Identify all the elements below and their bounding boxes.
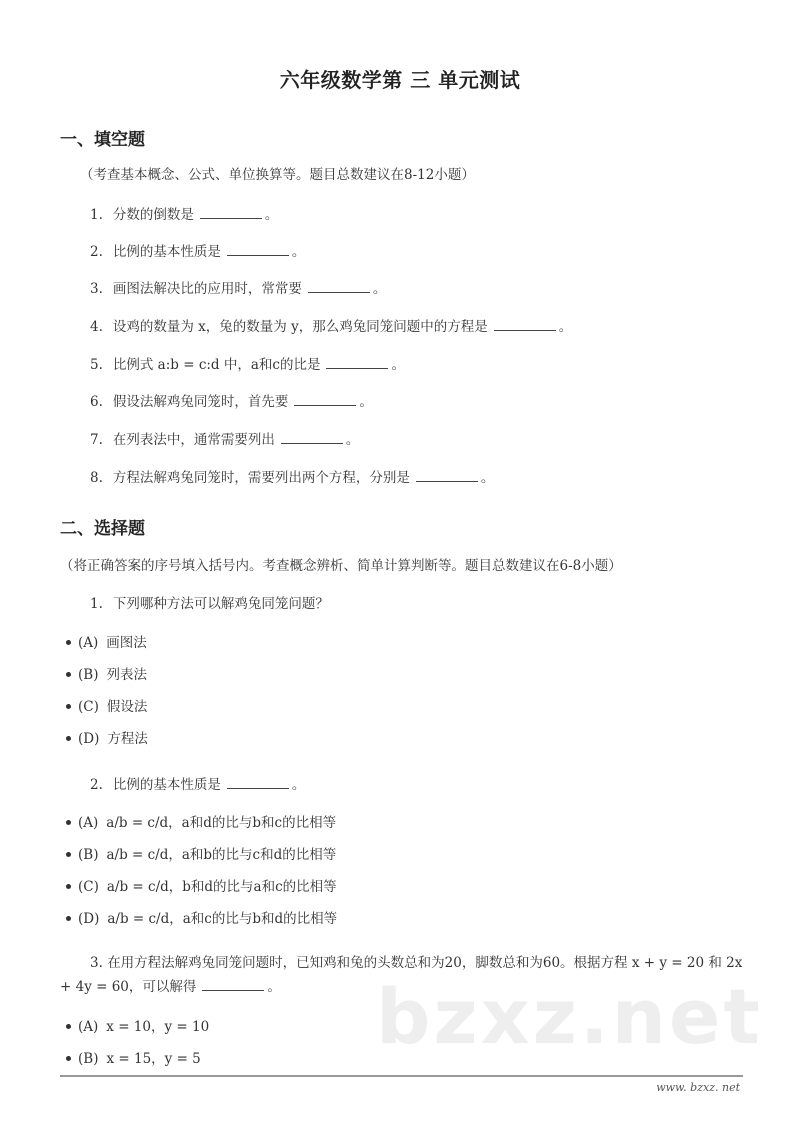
option-text: 画图法 (106, 635, 147, 651)
option-b[interactable] (66, 663, 147, 683)
answer-blank[interactable] (416, 480, 478, 482)
fill-question-1 (90, 203, 278, 223)
question-end: 。 (558, 319, 573, 335)
section-note: （考查基本概念、公式、单位换算等。题目总数建议在8-12小题） (80, 167, 475, 183)
option-text: a/b = c/d，b和d的比与a和c的比相等 (106, 879, 337, 895)
fill-question-3 (90, 277, 386, 297)
answer-blank[interactable] (308, 291, 370, 293)
question-text: 在用方程法解鸡兔同笼问题时，已知鸡和兔的头数总和为20，脚数总和为60。根据方程 x + y = 20 和 2x + 4y = 60，可以解得 (60, 955, 743, 995)
question-number: 6. (90, 394, 103, 410)
question-number: 3. (90, 955, 103, 971)
fill-question-6 (90, 390, 373, 410)
bullet-icon (66, 704, 71, 709)
fill-question-7 (90, 428, 359, 448)
bullet-icon (66, 852, 71, 857)
bullet-icon (66, 1024, 71, 1029)
section-heading-multiple-choice: 二、选择题 (60, 519, 145, 539)
option-c[interactable] (66, 875, 337, 895)
option-text: 方程法 (107, 731, 148, 747)
option-text: 假设法 (106, 699, 148, 715)
option-letter: (D) (78, 731, 100, 747)
option-letter: (C) (78, 699, 99, 715)
question-text: 设鸡的数量为 x，兔的数量为 y，那么鸡兔同笼问题中的方程是 (112, 319, 488, 335)
option-a[interactable] (66, 1015, 209, 1035)
question-text: 画图法解决比的应用时，常常要 (112, 281, 302, 297)
answer-blank[interactable] (200, 217, 262, 219)
question-number: 8. (90, 470, 103, 486)
question-text: 比例的基本性质是 (112, 244, 221, 260)
question-end: 。 (291, 244, 306, 260)
option-a[interactable] (66, 631, 147, 651)
option-text: a/b = c/d，a和c的比与b和d的比相等 (107, 911, 338, 927)
question-end: 。 (372, 281, 387, 297)
bullet-icon (66, 820, 71, 825)
bullet-icon (66, 736, 71, 741)
question-number: 2. (90, 244, 103, 260)
question-end: 。 (391, 357, 405, 373)
question-end: 。 (264, 207, 279, 223)
section-note: （将正确答案的序号填入括号内。考查概念辨析、简单计算判断等。题目总数建议在6-8小题） (60, 558, 622, 574)
footer-divider (60, 1075, 743, 1077)
option-text: 列表法 (106, 667, 147, 683)
answer-blank[interactable] (326, 367, 388, 369)
choice-question-2 (90, 773, 305, 793)
option-letter: (B) (78, 1051, 99, 1067)
option-letter: (C) (78, 879, 99, 895)
bullet-icon (66, 1056, 71, 1061)
question-number: 2. (90, 777, 103, 793)
fill-question-5 (90, 353, 405, 373)
question-number: 4. (90, 319, 103, 335)
fill-question-2 (90, 240, 305, 260)
fill-question-4 (90, 315, 572, 335)
answer-blank[interactable] (281, 442, 343, 444)
question-end: 。 (359, 394, 373, 410)
option-a[interactable] (66, 811, 336, 831)
question-number: 5. (90, 357, 103, 373)
option-letter: (B) (78, 847, 99, 863)
question-text: 比例的基本性质是 (112, 777, 221, 793)
question-text: 下列哪种方法可以解鸡兔同笼问题？ (112, 596, 329, 612)
answer-blank[interactable] (294, 404, 356, 406)
question-number: 1. (90, 207, 103, 223)
option-letter: (A) (78, 815, 99, 831)
option-text: a/b = c/d，a和d的比与b和c的比相等 (106, 815, 337, 831)
bullet-icon (66, 884, 71, 889)
bullet-icon (66, 672, 71, 677)
option-letter: (A) (78, 1019, 99, 1035)
answer-blank[interactable] (202, 989, 264, 991)
question-text: 假设法解鸡兔同笼时，首先要 (112, 394, 289, 410)
page-title: 六年级数学第 三 单元测试 (279, 68, 521, 92)
question-text: 比例式 a:b = c:d 中，a和c的比是 (112, 357, 321, 373)
footer-url: www. bzxz. net (656, 1081, 740, 1094)
option-b[interactable] (66, 1047, 201, 1067)
section-heading-fill-blank: 一、填空题 (60, 130, 145, 150)
option-letter: (A) (78, 635, 99, 651)
question-number: 1. (90, 596, 103, 612)
question-text: 分数的倒数是 (112, 207, 194, 223)
choice-question-3 (60, 951, 750, 999)
answer-blank[interactable] (494, 329, 556, 331)
question-text: 方程法解鸡兔同笼时，需要列出两个方程，分别是 (112, 470, 410, 486)
question-number: 3. (90, 281, 103, 297)
bullet-icon (66, 640, 71, 645)
answer-blank[interactable] (227, 254, 289, 256)
fill-question-8 (90, 466, 494, 486)
option-b[interactable] (66, 843, 336, 863)
question-number: 7. (90, 432, 103, 448)
option-d[interactable] (66, 907, 337, 927)
question-end: 。 (480, 470, 495, 486)
watermark: bzxz.net (376, 972, 763, 1061)
answer-blank[interactable] (227, 787, 289, 789)
question-end: 。 (345, 432, 360, 448)
option-letter: (D) (78, 911, 100, 927)
question-end: 。 (291, 777, 306, 793)
option-d[interactable] (66, 727, 148, 747)
option-text: x = 10，y = 10 (106, 1019, 210, 1035)
question-end: 。 (267, 979, 281, 995)
option-letter: (B) (78, 667, 99, 683)
bullet-icon (66, 916, 71, 921)
option-c[interactable] (66, 695, 147, 715)
option-text: a/b = c/d，a和b的比与c和d的比相等 (106, 847, 337, 863)
choice-question-1 (90, 592, 329, 612)
question-text: 在列表法中，通常需要列出 (112, 432, 275, 448)
option-text: x = 15，y = 5 (106, 1051, 201, 1067)
